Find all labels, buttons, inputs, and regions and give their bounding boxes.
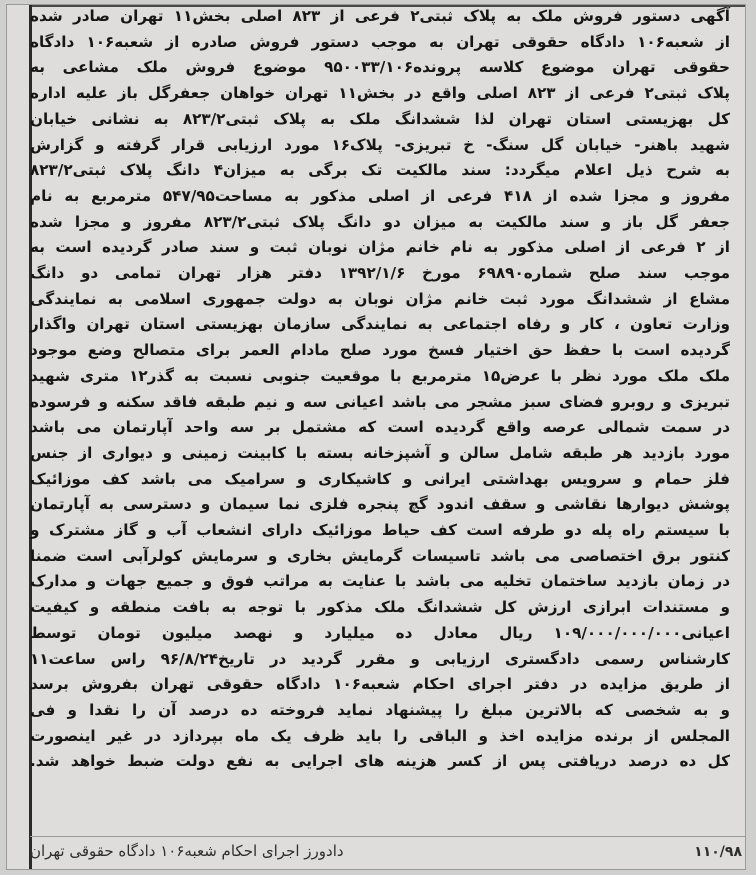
notice-line: کل ده درصد دریافتی پس از کسر هزینه های اجرایی به نفع دولت ضبط خواهد شد. [30,752,730,771]
notice-line: کارشناس رسمی دادگستری ارزیابی و مقرر گردید در تاریخ۹۶/۸/۲۴ راس ساعت۱۱ [30,649,731,668]
notice-line: با سیستم راه پله دو طرفه است کف حیاط موزائیک دارای انشعاب آب و گاز مشترک و [30,521,730,540]
notice-line: شهید باهنر- خیابان گل سنگ- خ تبریزی- پلاک۱۶ مورد ارزیابی قرار گرفته و گزارش [30,135,730,154]
signature-divider [30,836,746,837]
notice-line: مورد بازدید هر طبقه شامل سالن و آشپزخانه بسته با کابینت زمینی و دیواری از جنس [30,443,730,462]
notice-line: از طریق مزایده در دفتر اجرای احکام شعبه۱۰۶ دادگاه حقوقی تهران بفروش برسد [30,675,730,694]
notice-line: به شرح ذیل اعلام میگردد: سند مالکیت تک برگی به میزان۴ دانگ پلاک ثبتی۸۲۳/۲ [30,161,730,180]
notice-line: مشاع از ششدانگ مورد ثبت خانم مژان نوبان به دولت جمهوری اسلامی به نمایندگی [30,289,730,308]
notice-line: ملک ملک مورد نظر با عرض۱۵ مترمربع با موقعیت جنوبی نسبت به گذر۱۲ متری شهید [30,366,730,385]
notice-line: موجب سند صلح شماره۶۹۸۹۰ مورخ ۱۳۹۲/۱/۶ دفتر هزار تهران تمامی دو دانگ [30,264,730,283]
notice-line: المجلس از برنده مزایده اخذ و الباقی را باید ظرف یک ماه بپردازد در غیر اینصورت [30,726,730,745]
notice-line: کل بهزیستی استان تهران لذا ششدانگ ملک به پلاک ثبتی۸۲۳/۲ به نشانی خیابان [30,109,731,128]
issuing-authority: دادورز اجرای احکام شعبه۱۰۶ دادگاه حقوقی تهران [30,842,344,860]
notice-line: و به شخصی که بالاترین مبلغ را پیشنهاد نماید فروخته ده درصد آن را نقدا و فی [30,700,730,719]
notice-line: از شعبه۱۰۶ دادگاه حقوقی تهران به موجب دستور فروش صادره از شعبه۱۰۶ دادگاه [30,32,730,51]
notice-line: جعفر گل باز و سند مالکیت به میزان دو دانگ پلاک ثبتی۸۲۳/۲ مفروز و مجزا شده [30,212,731,231]
notice-line: در سمت شمالی عرصه واقع گردیده است که مشتمل بر سه واحد آپارتمان می باشد [30,418,730,437]
notice-line: پلاک ثبتی۲ فرعی از ۸۲۳ اصلی واقع در بخش۱۱ تهران خواهان جعفرگل باز علیه اداره [30,84,730,103]
notice-line: آگهی دستور فروش ملک به پلاک ثبتی۲ فرعی از ۸۲۳ اصلی بخش۱۱ تهران صادر شده [30,7,730,25]
notice-line: گردیده است با حفظ حق اختیار فسخ مورد صلح مادام العمر برای متصالح وضع موجود [30,341,730,360]
notice-line: پوشش دیوارها نقاشی و سقف اندود گچ پنجره فلزی نما سیمان و دسترسی به آپارتمان [30,495,730,514]
notice-line: فلز حمام و سرویس بهداشتی ایرانی و کاشیکاری و سرامیک می باشد کف موزائیک [30,469,730,488]
notice-line: تبریزی و روبرو فضای سبز مشجر می باشد اعیانی سه و نیم طبقه فاقد سکنه و فرسوده [30,392,730,411]
legal-notice-body [30,4,730,775]
notice-line: و مستندات ابرازی ارزش کل ششدانگ ملک مذکور با توجه به بافت منطقه و کیفیت [30,598,730,617]
notice-reference-number: ۱۱۰/۹۸ [694,844,742,860]
notice-signature [30,842,742,860]
notice-line: اعیانی۱۰۹/۰۰۰/۰۰۰/۰۰۰ ریال معادل ده میلیارد و نهصد میلیون تومان توسط [30,623,730,642]
notice-line: مفروز و مجزا شده از ۴۱۸ فرعی از اصلی مذکور به مساحت۵۴۷/۹۵ مترمربع به نام [30,186,731,205]
notice-line: حقوقی تهران موضوع کلاسه پرونده۹۵۰۰۳۳/۱۰۶ موضوع فروش ملک مشاعی به [30,58,730,77]
notice-line: وزارت تعاون ، کار و رفاه اجتماعی به نمایندگی سازمان بهزیستی استان تهران واگذار [30,315,730,334]
notice-line: در زمان بازدید ساختمان تخلیه می باشد با عنایت به مراتب فوق و جمیع جهات و مدارک [30,572,730,591]
notice-line: از ۲ فرعی از اصلی مذکور به نام خانم مژان نوبان ثبت و سند صادر گردیده است به [30,238,730,257]
notice-line: کنتور برق اختصاصی می باشد تاسیسات گرمایش بخاری و سرمایش کولرآبی است ضمنا [30,546,730,565]
